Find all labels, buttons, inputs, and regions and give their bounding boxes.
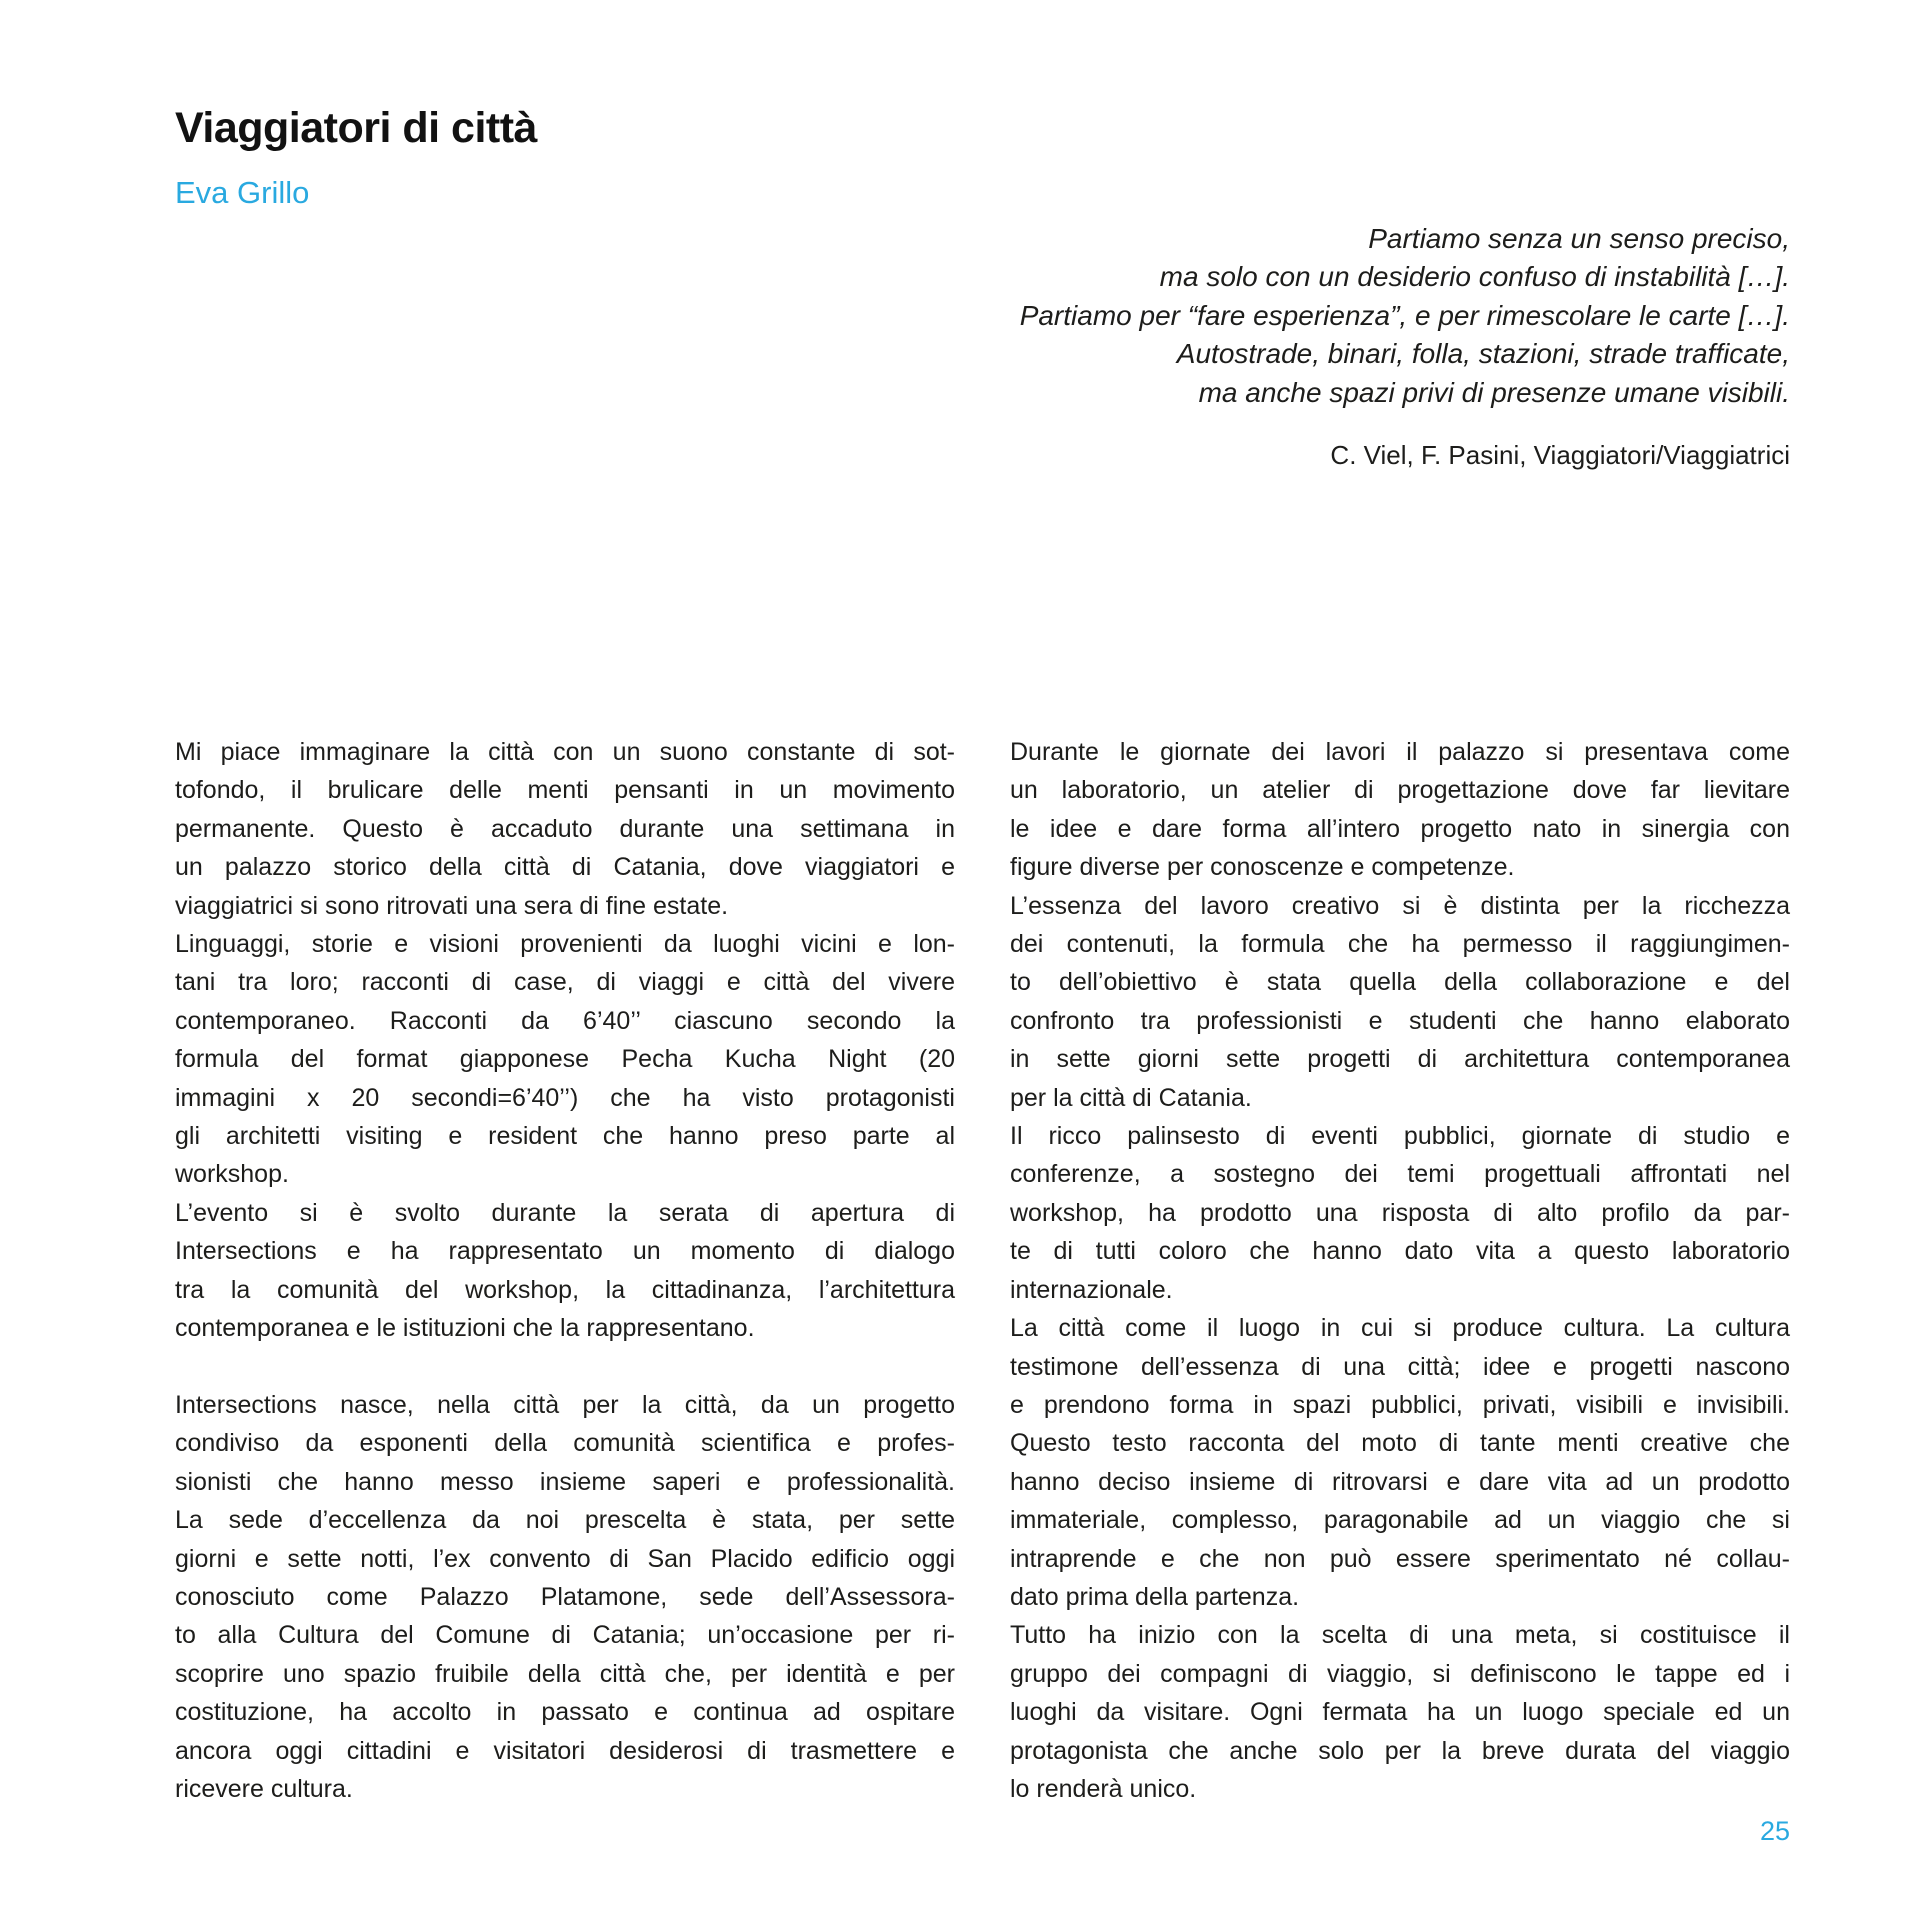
body-text-line: immagini x 20 secondi=6’40’’) che ha visto protagonisti — [175, 1083, 955, 1112]
body-text-line: Intersections nasce, nella città per la città, da un progetto — [175, 1390, 955, 1419]
body-text-line: le idee e dare forma all’intero progetto nato in sinergia con — [1010, 814, 1790, 843]
body-text-line: Linguaggi, storie e visioni provenienti da luoghi vicini e lon- — [175, 930, 955, 959]
body-text-line: contemporaneo. Racconti da 6’40’’ ciascuno secondo la — [175, 1006, 955, 1035]
epigraph-line: Partiamo senza un senso preciso, — [1368, 223, 1790, 254]
body-text-line: luoghi da visitare. Ogni fermata ha un luogo speciale ed un — [1010, 1698, 1790, 1727]
body-text-line: ricevere cultura. — [175, 1774, 353, 1803]
body-text-line: costituzione, ha accolto in passato e continua ad ospitare — [175, 1698, 955, 1727]
body-text-line: per la città di Catania. — [1010, 1083, 1252, 1112]
page-number: 25 — [1759, 1816, 1790, 1846]
epigraph-line: Partiamo per “fare esperienza”, e per rimescolare le carte […]. — [1019, 299, 1790, 331]
body-text-line: formula del format giapponese Pecha Kucha Night (20 — [175, 1045, 955, 1074]
body-text-line: dei contenuti, la formula che ha permesso il raggiungimen- — [1010, 930, 1790, 959]
body-text-line: e prendono forma in spazi pubblici, privati, visibili e invisibili. — [1010, 1390, 1790, 1419]
body-text-line: dato prima della partenza. — [1010, 1582, 1300, 1611]
body-text-line: internazionale. — [1010, 1275, 1173, 1304]
epigraph-quote — [690, 220, 1790, 412]
body-text-line: gli architetti visiting e resident che hanno preso parte al — [175, 1122, 955, 1151]
body-text-line: confronto tra professionisti e studenti che hanno elaborato — [1010, 1006, 1790, 1035]
body-text-line: un palazzo storico della città di Catania, dove viaggiatori e — [175, 853, 955, 882]
body-text-line: un laboratorio, un atelier di progettazione dove far lievitare — [1010, 776, 1790, 805]
body-column-right — [1010, 733, 1790, 1808]
body-text-line: to alla Cultura del Comune di Catania; un’occasione per ri- — [175, 1621, 955, 1650]
body-text-line: testimone dell’essenza di una città; idee e progetti nascono — [1010, 1352, 1790, 1381]
body-text-line: conosciuto come Palazzo Platamone, sede dell’Assessora- — [175, 1582, 955, 1611]
author-name: Eva Grillo — [175, 175, 310, 210]
body-text-line: viaggiatrici si sono ritrovati una sera di fine estate. — [175, 891, 729, 920]
epigraph-attribution: C. Viel, F. Pasini, Viaggiatori/Viaggiatrici — [1330, 440, 1790, 470]
body-text-line: figure diverse per conoscenze e competenze. — [1010, 853, 1515, 882]
body-text-line: permanente. Questo è accaduto durante una settimana in — [175, 814, 955, 843]
body-text-line: Il ricco palinsesto di eventi pubblici, giornate di studio e — [1010, 1122, 1790, 1151]
body-text-line: tani tra loro; racconti di case, di viaggi e città del vivere — [175, 968, 955, 997]
body-text-line: ancora oggi cittadini e visitatori desiderosi di trasmettere e — [175, 1736, 955, 1765]
body-text-line: sionisti che hanno messo insieme saperi e professionalità. — [175, 1467, 955, 1496]
epigraph-line: ma solo con un desiderio confuso di instabilità […]. — [1159, 261, 1790, 293]
body-text-line: Durante le giornate dei lavori il palazzo si presentava come — [1010, 738, 1790, 766]
body-text-line: L’evento si è svolto durante la serata di apertura di — [175, 1198, 955, 1227]
body-text-line: Intersections e ha rappresentato un momento di dialogo — [175, 1237, 955, 1266]
body-text-line: conferenze, a sostegno dei temi progettuali affrontati nel — [1010, 1160, 1790, 1189]
body-text-line: lo renderà unico. — [1010, 1774, 1197, 1803]
body-text-line: L’essenza del lavoro creativo si è distinta per la ricchezza — [1010, 891, 1790, 920]
body-text-line: tra la comunità del workshop, la cittadinanza, l’architettura — [175, 1275, 955, 1304]
body-text-line: hanno deciso insieme di ritrovarsi e dare vita ad un prodotto — [1010, 1467, 1790, 1496]
body-text-line: Tutto ha inizio con la scelta di una meta, si costituisce il — [1010, 1621, 1790, 1650]
body-text-line: Mi piace immaginare la città con un suono constante di sot- — [175, 738, 955, 766]
epigraph-line: Autostrade, binari, folla, stazioni, strade trafficate, — [1176, 338, 1790, 370]
page-title: Viaggiatori di città — [175, 104, 537, 152]
body-text-line: to dell’obiettivo è stata quella della collaborazione e del — [1010, 968, 1790, 997]
body-column-left — [175, 733, 955, 1808]
body-text-line: workshop, ha prodotto una risposta di alto profilo da par- — [1010, 1198, 1790, 1227]
body-text-line: giorni e sette notti, l’ex convento di San Placido edificio oggi — [175, 1544, 955, 1573]
body-text-line: immateriale, complesso, paragonabile ad un viaggio che si — [1010, 1506, 1790, 1535]
body-text-line: in sette giorni sette progetti di architettura contemporanea — [1010, 1045, 1790, 1074]
body-text-line: gruppo dei compagni di viaggio, si definiscono le tappe ed i — [1010, 1659, 1790, 1688]
paragraph-gap — [175, 1348, 955, 1386]
body-text-line: contemporanea e le istituzioni che la rappresentano. — [175, 1314, 755, 1343]
body-text-line: protagonista che anche solo per la breve durata del viaggio — [1010, 1736, 1790, 1765]
epigraph-line: ma anche spazi privi di presenze umane visibili. — [1198, 376, 1790, 408]
body-text-line: La città come il luogo in cui si produce cultura. La cultura — [1010, 1314, 1790, 1343]
body-text-line: te di tutti coloro che hanno dato vita a questo laboratorio — [1010, 1237, 1790, 1266]
body-text-line: scoprire uno spazio fruibile della città che, per identità e per — [175, 1659, 955, 1688]
body-text-line: tofondo, il brulicare delle menti pensanti in un movimento — [175, 776, 955, 805]
body-text-line: workshop. — [175, 1160, 289, 1189]
body-text-line: Questo testo racconta del moto di tante menti creative che — [1010, 1429, 1790, 1458]
body-text-line: intraprende e che non può essere sperimentato né collau- — [1010, 1544, 1790, 1573]
body-text-line: La sede d’eccellenza da noi prescelta è stata, per sette — [175, 1506, 955, 1535]
body-text-line: condiviso da esponenti della comunità scientifica e profes- — [175, 1429, 955, 1458]
